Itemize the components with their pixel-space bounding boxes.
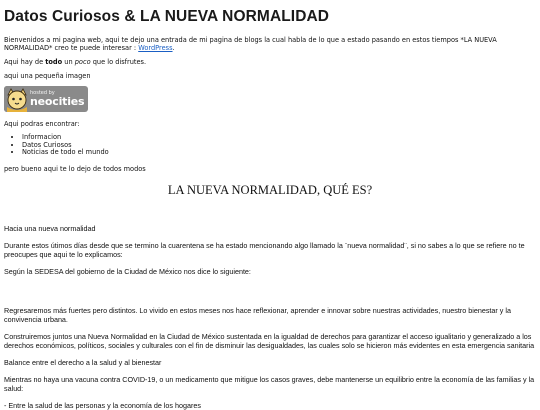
badge-text <box>30 91 84 107</box>
todo-middle: un <box>62 58 75 66</box>
article-paragraph: Mientras no haya una vacuna contra COVID-19, o un medicamento que mitigue los casos graves, debe mantenerse un equilibrio entre la economía de las familias y la salud: <box>4 374 535 393</box>
badge-line2: neocities <box>30 95 85 108</box>
contents-list <box>4 134 536 157</box>
todo-prefix: Aqui hay de <box>4 58 46 66</box>
intro-suffix: . <box>172 44 175 52</box>
article-paragraph: Balance entre el derecho a la salud y al bienestar <box>4 357 162 367</box>
list-item: • Informacion <box>22 134 536 142</box>
article-paragraph: Según la SEDESA del gobierno de la Ciudad de México nos dice lo siguiente: <box>4 266 251 276</box>
list-item: • Noticias de todo el mundo <box>22 149 536 157</box>
todo-line <box>4 58 536 66</box>
article-paragraph: - Entre la salud de las personas y la economía de los hogares <box>4 400 201 410</box>
todo-bold: todo <box>45 58 63 66</box>
article-heading: LA NUEVA NORMALIDAD, QUÉ ES? <box>167 182 373 197</box>
wordpress-link[interactable]: WordPress <box>138 44 173 52</box>
cat-mascot-icon <box>4 86 30 112</box>
article-paragraph: Durante estos útimos días desde que se termino la cuarentena se ha estado mencionando algo llamado la ¨nueva normalidad¨, si no sabes a lo que se refiere no te preocupes que aqui te lo explicamos: <box>4 240 525 259</box>
list-item: • Datos Curiosos <box>22 142 536 150</box>
find-label: Aqui podras encontrar: <box>4 120 80 128</box>
closing-line: pero bueno aqui te lo dejo de todos modos <box>4 164 146 173</box>
page-title: Datos Curiosos & LA NUEVA NORMALIDAD <box>4 8 330 25</box>
image-label: aqui una pequeña imagen <box>4 72 91 80</box>
intro-text: Bienvenidos a mi pagina web, aqui te dejo una entrada de mi pagina de blogs la cual habla de lo que a estado pasando en estos tiempos *LA NUEVA NORMALIDAD* creo te puede interesar : <box>4 36 497 52</box>
neocities-badge[interactable] <box>4 86 88 112</box>
article-paragraph: Regresaremos más fuertes pero distintos. Lo vivido en estos meses nos hace reflexionar, aprender e innovar sobre nuestras actividades, nuestro bienestar y la convivencia urbana. <box>4 305 511 324</box>
todo-italic: poco <box>74 58 91 66</box>
article-paragraph: Construiremos juntos una Nueva Normalidad en la Ciudad de México sustentada en la igualdad de derechos para garantizar el acceso igualitario y generalizado a los derechos económicos, políticos, sociales y culturales con el fin de disminuir las desigualdades, las cuales solo se hicieron más evidentes en esta emergencia sanitaria <box>4 331 535 350</box>
badge-line1: hosted by <box>30 90 55 96</box>
todo-suffix: que lo disfrutes. <box>90 58 147 66</box>
intro-paragraph <box>4 36 536 52</box>
spacer <box>4 284 536 306</box>
article-paragraph: Hacia una nueva normalidad <box>4 223 96 233</box>
